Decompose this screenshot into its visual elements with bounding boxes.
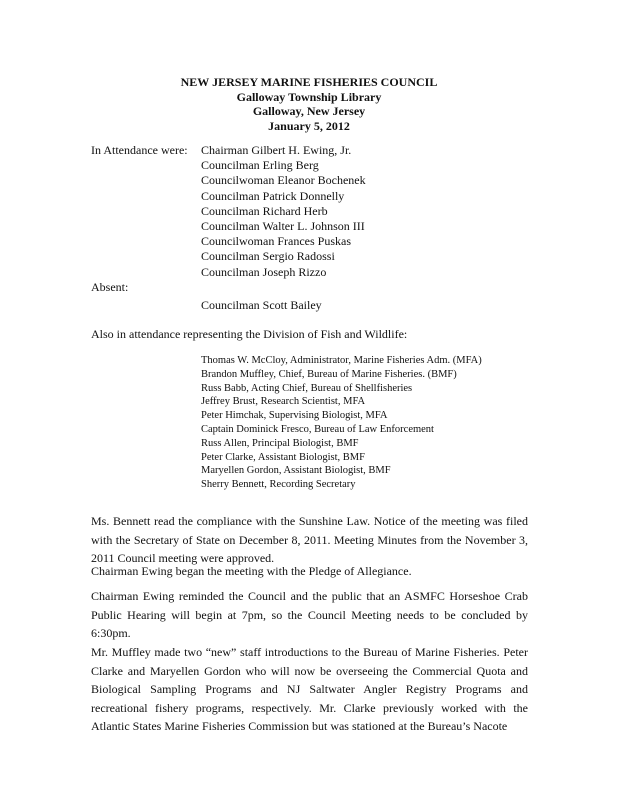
attendee: Councilman Richard Herb — [201, 203, 328, 218]
staff-member: Peter Himchak, Supervising Biologist, MFA — [201, 410, 388, 422]
attendee: Councilman Patrick Donnelly — [201, 188, 345, 203]
sunshine-law-paragraph: Ms. Bennett read the compliance with the Sunshine Law. Notice of the meeting was filed with the Secretary of State on December 8, 2011. Meeting Minutes from the November 3, 2011 Council meeting were approved. — [91, 514, 528, 566]
venue-name: Galloway Township Library — [236, 89, 382, 104]
hearing-reminder-paragraph: Chairman Ewing reminded the Council and the public that an ASMFC Horseshoe Crab Public Hearing will begin at 7pm, so the Council Meeting needs to be concluded by 6:30pm. — [91, 589, 528, 641]
staff-member: Peter Clarke, Assistant Biologist, BMF — [201, 451, 365, 463]
staff-member: Russ Allen, Principal Biologist, BMF — [201, 437, 359, 449]
attendee: Chairman Gilbert H. Ewing, Jr. — [201, 143, 352, 157]
attendee: Councilman Joseph Rizzo — [201, 264, 327, 279]
attendee: Councilman Sergio Radossi — [201, 249, 335, 264]
staff-member: Thomas W. McCloy, Administrator, Marine Fisheries Adm. (MFA) — [201, 355, 482, 366]
absent-member: Councilman Scott Bailey — [201, 298, 322, 312]
staff-member: Sherry Bennett, Recording Secretary — [201, 479, 356, 491]
document-header — [0, 75, 618, 133]
staff-member: Maryellen Gordon, Assistant Biologist, BMF — [201, 465, 391, 477]
attendance-list — [201, 143, 366, 280]
division-staff-list — [201, 354, 482, 492]
attendance-label: In Attendance were: — [91, 143, 188, 157]
attendee: Councilwoman Eleanor Bochenek — [201, 173, 366, 188]
division-intro: Also in attendance representing the Division of Fish and Wildlife: — [91, 327, 408, 341]
venue-location: Galloway, New Jersey — [252, 104, 366, 118]
absent-label: Absent: — [91, 280, 129, 294]
staff-member: Jeffrey Brust, Research Scientist, MFA — [201, 396, 366, 408]
pledge-paragraph: Chairman Ewing began the meeting with the Pledge of Allegiance. — [91, 564, 412, 578]
staff-member: Russ Babb, Acting Chief, Bureau of Shellfisheries — [201, 382, 413, 394]
attendee: Councilwoman Frances Puskas — [201, 234, 351, 249]
council-name: NEW JERSEY MARINE FISHERIES COUNCIL — [180, 75, 438, 89]
staff-member: Brandon Muffley, Chief, Bureau of Marine Fisheries. (BMF) — [201, 368, 457, 380]
staff-member: Captain Dominick Fresco, Bureau of Law Enforcement — [201, 423, 434, 435]
meeting-date: January 5, 2012 — [268, 118, 350, 133]
attendee: Councilman Erling Berg — [201, 158, 319, 173]
staff-introductions-paragraph: Mr. Muffley made two “new” staff introductions to the Bureau of Marine Fisheries. Peter Clarke and Maryellen Gordon who will now be overseeing the Commercial Quota and Biological Sampling Programs and NJ Saltwater Angler Registry Programs and recreational fishery programs, respectively. Mr. Clarke previously worked with the Atlantic States Marine Fisheries Commission but was stationed at the Bureau’s Nacote — [91, 645, 528, 734]
attendee: Councilman Walter L. Johnson III — [201, 219, 365, 234]
